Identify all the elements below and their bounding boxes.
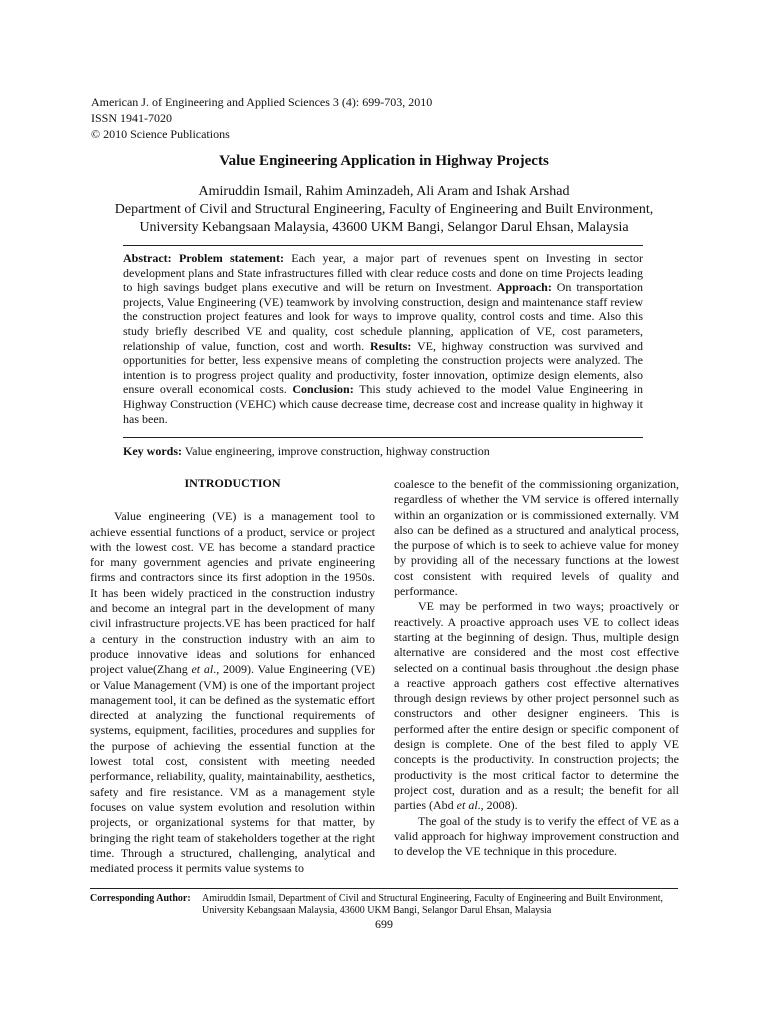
journal-issn: ISSN 1941-7020 — [91, 111, 173, 125]
journal-header — [91, 94, 432, 142]
problem-statement-text: Each year, a major part of revenues spent on Investing in sector development plans and State infrastructures filled with clear reduce costs and done on time Projects leading to high savings budget plans executive and will be return on Investment. — [123, 251, 644, 295]
corresponding-author-label: Corresponding Author: — [90, 893, 191, 904]
keywords-text: Value engineering, improve construction, highway construction — [182, 444, 490, 458]
corresponding-author-line-2: University Kebangsaan Malaysia, 43600 UKM Bangi, Selangor Darul Ehsan, Malaysia — [202, 905, 552, 916]
keywords — [123, 444, 663, 459]
right-column — [394, 477, 679, 859]
abstract-top-rule — [123, 245, 643, 246]
affiliation-line-2: University Kebangsaan Malaysia, 43600 UKM Bangi, Selangor Darul Ehsan, Malaysia — [139, 220, 629, 235]
journal-citation: American J. of Engineering and Applied Sciences 3 (4): 699-703, 2010 — [91, 95, 433, 109]
intro-paragraph-3: The goal of the study is to verify the effect of VE as a valid approach for highway improvement construction and to develop the VE technique in this procedure. — [394, 813, 679, 859]
keywords-label: Key words: — [123, 444, 182, 458]
intro-paragraph-2 — [394, 599, 679, 813]
conclusion-text: This study achieved to the model Value Engineering in Highway Construction (VEHC) which cause decrease time, decrease cost and increase quality in highway it has been. — [123, 382, 643, 426]
abstract-bottom-rule — [123, 437, 643, 438]
approach-label: Approach: — [496, 280, 552, 295]
corresponding-author-footer — [90, 893, 690, 917]
approach-text: On transportation projects, Value Engineering (VE) teamwork by involving construction, design and maintenance staff review the construction project features and look for ways to improve quality, control costs and time. Also this study briefly described VE and quality, cost schedule planning, application of VE, cost parameters, relationship of value, function, cost and worth. — [123, 280, 643, 353]
abstract-label: Abstract: — [123, 251, 172, 265]
problem-statement-label: Problem statement: — [178, 251, 284, 265]
intro-p2-part-b: ., 2008). — [477, 798, 518, 813]
intro-paragraph-1-continued: coalesce to the benefit of the commissioning organization, regardless of whether the VM service is offered internally within an organization or is commissioned externally. VM also can be defined as a structured and analytical process, the purpose of which is to seek to achieve value for money by providing all of the necessary functions at the lowest cost consistent with required levels of quality and performance. — [394, 477, 679, 599]
intro-p1-part-b: ., 2009). Value Engineering (VE) or Value Management (VM) is one of the important project management tool, it can be defined as the systematic effort directed at analyzing the functional requirements of systems, equipment, facilities, procedures and supplies for the purpose of achieving the essential function at the lowest total cost, consistent with meeting needed performance, reliability, quality, maintainability, aesthetics, safety and fire resistance. VM as a management style focuses on value system evolution and resolution within projects, or organizational systems for that matter, by bringing the right team of stakeholders together at the right time. Through a structured, challenging, analytical and mediated process it permits value systems to — [90, 662, 375, 876]
abstract — [123, 251, 643, 426]
intro-paragraph-1 — [90, 509, 375, 876]
journal-copyright: © 2010 Science Publications — [91, 127, 230, 141]
results-text: VE, highway construction was survived and opportunities for better, less expensive means of completing the construction projects were analyzed. The intention is to progress project quality and productivity, foster innovation, optimize design elements, also ensure overall economical costs. — [123, 338, 644, 397]
author-list: Amiruddin Ismail, Rahim Aminzadeh, Ali Aram and Ishak Arshad — [198, 184, 570, 199]
intro-p2-etal: et al — [456, 798, 478, 813]
conclusion-label: Conclusion: — [292, 382, 354, 397]
intro-p1-part-a: Value engineering (VE) is a management tool to achieve essential functions of a product, service or project with the lowest cost. VE has become a standard practice for many government agencies and private engineering firms and contractors since its first adoption in the 1950s. It has been widely practiced in the construction industry and become an integral part in the development of many civil infrastructure projects.VE has been practiced for half a century in the construction industry with an aim to produce innovative ideas and solutions for enhanced project value(Zhang — [90, 509, 375, 677]
footer-rule — [90, 888, 678, 889]
intro-p2-part-a: VE may be performed in two ways; proactively or reactively. A proactive approach uses VE to collect ideas starting at the beginning of design. Thus, multiple design alternative are considered and the most cost effective selected on a continual basis throughout .the design phase a reactive approach gathers cost effective alternatives through design reviews by other project personnel such as constructors and other designer engineers. This is performed after the entire design or specific component of design is complete. One of the best filed to apply VE concepts is the productivity. In construction projects; the productivity is the most critical factor to determine the project cost, duration and as a result; the benefit for all parties (Abd — [394, 599, 679, 813]
paper-title: Value Engineering Application in Highway Projects — [219, 153, 549, 169]
results-label: Results: — [370, 338, 412, 353]
intro-p1-etal: et al — [191, 662, 214, 677]
page-number: 699 — [375, 917, 393, 931]
affiliation-line-1: Department of Civil and Structural Engineering, Faculty of Engineering and Built Environment, — [114, 202, 654, 217]
introduction-heading: INTRODUCTION — [184, 476, 281, 490]
corresponding-author-line-1: Amiruddin Ismail, Department of Civil and Structural Engineering, Faculty of Engineering and Built Environment, — [202, 893, 664, 904]
left-column — [90, 476, 375, 876]
author-block — [0, 183, 768, 237]
